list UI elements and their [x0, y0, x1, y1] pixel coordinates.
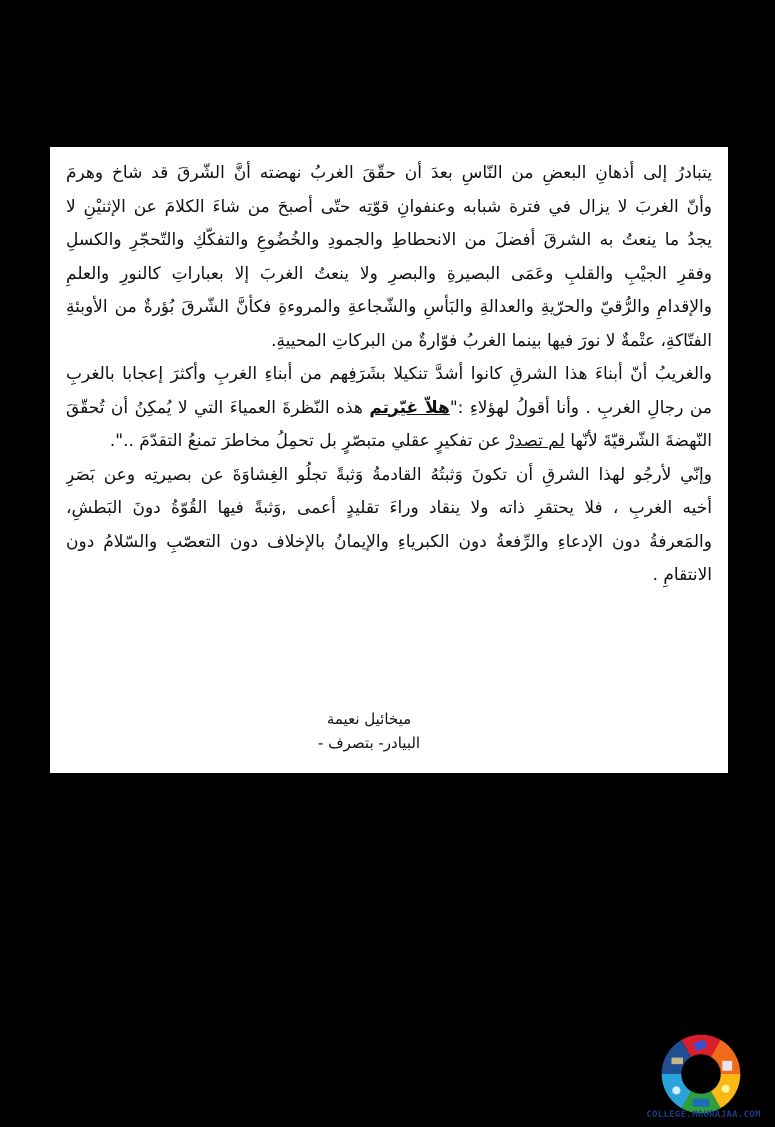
underlined-phrase: لم تصدرْ: [506, 431, 565, 451]
text-line: أخيه الغربِ ، فلا يحتقرِ ذاته ولا ينقاد وراءَ تقليدٍ أعمى ,وَثبةً فيها القُوّةُ دونَ البَطشِ،: [66, 498, 712, 518]
text-line: الفتّاكةِ، عتْمةٌ لا نورَ فيها بينما الغربُ فوّارةٌ من البركاتِ المحييةِ.: [271, 330, 712, 351]
colorful-ring-logo-icon: [660, 1033, 742, 1115]
text-fragment: من رجالِ الغربِ . وأنا أقولُ لهؤلاءِ :": [449, 397, 712, 418]
text-line-with-underline: [66, 425, 712, 459]
document-page: [50, 147, 728, 773]
signature-block: [50, 707, 728, 755]
article-text: [66, 157, 712, 593]
emphasized-phrase: هلاّ غيّرتم: [369, 397, 450, 418]
paragraph-1: [66, 157, 712, 358]
text-line: وفقرِ الجيْبِ والقلبِ وعَمَى البصيرةِ والبصرِ ولا ينعتُ الغربَ إلا بعباراتِ كالنورِ والعلمِ: [66, 263, 712, 284]
text-fragment: هذه النّظرةَ العمياءَ التي لا يُمكِنُ أن تُحقّقَ: [66, 397, 370, 418]
text-line: يتبادرُ إلى أذهانِ البعضِ من النّاسِ بعدَ أن حقّقَ الغربُ نهضته أنَّ الشّرقَ قد شاخ وهرمَ: [66, 163, 712, 183]
text-line: الانتقامِ .: [652, 565, 712, 585]
text-fragment: عن تفكيرٍ عقلي متبصّرٍ بل تحمِلُ مخاطرَ تمنعُ التقدّمَ ..".: [109, 431, 507, 451]
text-line: وأنّ الغربَ لا يزال في فترة شبابه وعنفوانِ قوّتِه حتّى أصبحَ من شاءَ الكلامَ عن الإثنيْنِ لا: [66, 196, 712, 217]
paragraph-2: [66, 358, 712, 459]
text-line: والغريبُ أنّ أبناءَ هذا الشرقِ كانوا أشدَّ تنكيلا بشَرَفِهم من أبناءِ الغربِ وأكثرَ إعجابا بالغربِ: [66, 364, 712, 384]
watermark-caption: COLLEGE.MOURAJAA.COM: [646, 1110, 761, 1120]
text-line: والمَعرفةُ دون الإدعاءِ والرِّفعةُ دون الكبرياءِ والإيمانُ بالإخلاف دون التعصّبِ والسّلامُ دون: [66, 531, 712, 552]
text-line-with-emphasis: [66, 392, 712, 426]
text-line: وإنّي لأرجُو لهذا الشرقِ أن تكونَ وَثبتُهُ القادمةُ وَثبةً تجلُو الغِشاوَةَ عن بصيرتِه وعن بَصَرِ: [66, 464, 712, 485]
author-name: ميخائيل نعيمة: [326, 710, 412, 728]
source-reference: البيادر- بتصرف -: [317, 734, 421, 752]
text-fragment: النّهضةَ الشّرقيّةَ لأنّها: [564, 431, 712, 451]
text-line: والإقدامِ والرُّقيّ والحرّيةِ والعدالةِ والبَأسِ والشّجاعةِ والمروءةِ فكأنَّ الشّرقَ بُؤرةٌ من الأوبئةِ: [66, 297, 712, 317]
text-line: يجدُ ما ينعتُ به الشرقَ أفضلَ من الانحطاطِ والجمودِ والخُضُوعِ والتفكّكِ والتّحجّرِ والكسلِ: [66, 230, 712, 250]
paragraph-3: [66, 459, 712, 593]
